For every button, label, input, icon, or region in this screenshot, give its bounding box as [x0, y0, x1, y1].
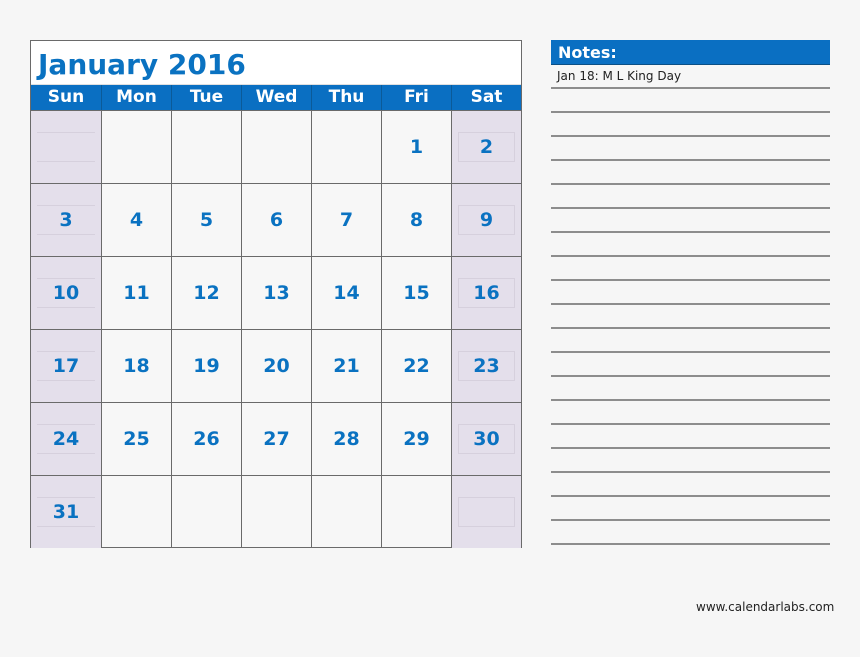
day-cell	[311, 183, 381, 256]
note-line	[551, 401, 830, 425]
day-cell	[31, 110, 101, 183]
day-number: 14	[333, 282, 360, 304]
day-cell	[101, 475, 171, 548]
day-cell	[311, 329, 381, 402]
day-number: 28	[333, 428, 360, 450]
calendar	[30, 40, 522, 548]
day-cell	[31, 402, 101, 475]
day-number: 20	[263, 355, 290, 377]
note-line	[551, 185, 830, 209]
day-cell	[171, 183, 241, 256]
day-number: 9	[479, 209, 494, 231]
note-line	[551, 233, 830, 257]
notes-panel	[551, 40, 830, 545]
day-cell	[451, 183, 521, 256]
note-line	[551, 305, 830, 329]
day-number: 8	[409, 209, 424, 231]
day-number: 25	[123, 428, 150, 450]
day-cell	[241, 402, 311, 475]
day-number: 10	[52, 282, 80, 304]
day-cell	[241, 256, 311, 329]
day-cell	[381, 329, 451, 402]
day-cell	[171, 475, 241, 548]
note-line	[551, 209, 830, 233]
day-cell	[311, 475, 381, 548]
day-cell	[171, 110, 241, 183]
day-number: 11	[123, 282, 150, 304]
day-number: 12	[193, 282, 220, 304]
day-cell	[451, 110, 521, 183]
calendar-grid	[31, 110, 521, 548]
day-cell	[311, 402, 381, 475]
day-cell	[451, 402, 521, 475]
weekday-tue: Tue	[171, 85, 241, 110]
notes-title: Notes:	[551, 40, 830, 65]
note-line	[551, 329, 830, 353]
day-number: 23	[473, 355, 500, 377]
day-number: 24	[52, 428, 80, 450]
day-cell	[101, 402, 171, 475]
note-line	[551, 257, 830, 281]
day-number: 26	[193, 428, 220, 450]
note-line	[551, 521, 830, 545]
weekday-wed: Wed	[241, 85, 311, 110]
day-number: 2	[479, 136, 494, 158]
day-cell	[381, 183, 451, 256]
day-number: 7	[339, 209, 354, 231]
note-line	[551, 425, 830, 449]
note-line	[551, 353, 830, 377]
note-line	[551, 449, 830, 473]
note-line	[551, 89, 830, 113]
day-number: 6	[269, 209, 284, 231]
day-number: 15	[403, 282, 430, 304]
day-cell	[381, 256, 451, 329]
day-number: 27	[263, 428, 290, 450]
day-cell	[101, 329, 171, 402]
day-number: 31	[52, 501, 80, 523]
weekday-sun: Sun	[47, 87, 85, 107]
day-number: 30	[473, 428, 500, 450]
day-number: 22	[403, 355, 430, 377]
day-number: 18	[123, 355, 150, 377]
day-cell	[31, 256, 101, 329]
weekday-header	[31, 85, 521, 110]
day-cell	[31, 329, 101, 402]
day-cell	[171, 402, 241, 475]
weekday-thu: Thu	[311, 85, 381, 110]
day-number: 16	[473, 282, 500, 304]
day-cell	[241, 475, 311, 548]
day-cell	[241, 329, 311, 402]
website-label: www.calendarlabs.com	[696, 600, 835, 614]
day-number: 17	[52, 355, 80, 377]
day-cell	[451, 256, 521, 329]
day-cell	[241, 110, 311, 183]
day-number: 5	[199, 209, 214, 231]
day-number: 4	[129, 209, 144, 231]
weekday-mon: Mon	[101, 85, 171, 110]
day-cell	[31, 475, 101, 548]
day-cell	[381, 110, 451, 183]
note-line	[551, 161, 830, 185]
day-cell	[171, 329, 241, 402]
note-line	[551, 281, 830, 305]
day-number: 13	[263, 282, 290, 304]
day-number: 29	[403, 428, 430, 450]
day-cell	[451, 329, 521, 402]
notes-lines	[551, 65, 830, 545]
note-line: Jan 18: M L King Day	[551, 65, 830, 89]
note-line	[551, 473, 830, 497]
day-cell	[381, 402, 451, 475]
note-line	[551, 377, 830, 401]
day-cell	[241, 183, 311, 256]
note-line	[551, 137, 830, 161]
day-cell	[101, 183, 171, 256]
weekday-fri: Fri	[381, 85, 451, 110]
day-number: 3	[59, 209, 73, 231]
day-cell	[101, 110, 171, 183]
day-cell	[451, 475, 521, 548]
day-cell	[311, 256, 381, 329]
day-number: 19	[193, 355, 220, 377]
note-line	[551, 113, 830, 137]
calendar-title: January 2016	[31, 41, 521, 85]
day-cell	[101, 256, 171, 329]
day-number: 21	[333, 355, 360, 377]
weekday-sat: Sat	[451, 85, 521, 110]
day-cell	[171, 256, 241, 329]
day-number: 1	[409, 136, 424, 158]
day-cell	[31, 183, 101, 256]
day-cell	[311, 110, 381, 183]
day-cell	[381, 475, 451, 548]
note-line	[551, 497, 830, 521]
